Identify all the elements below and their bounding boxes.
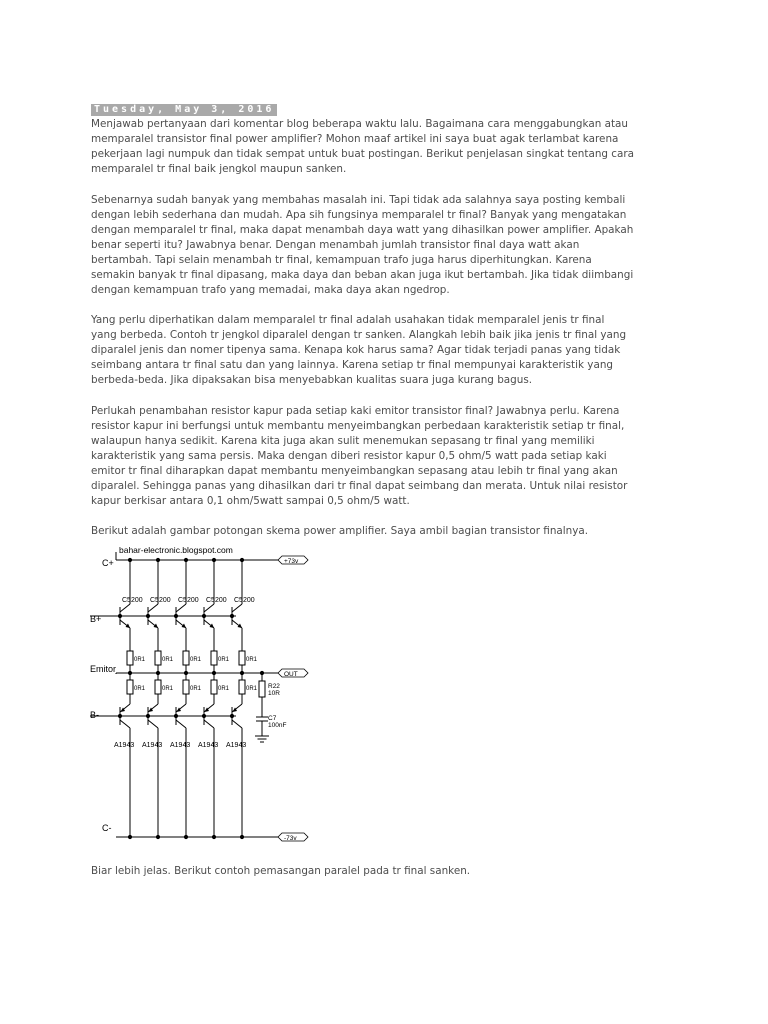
npn-label: C5200 <box>234 597 255 604</box>
pnp-label: A1943 <box>114 742 135 749</box>
resistor-label: 0R1 <box>218 657 230 663</box>
rail-label-b-plus: B+ <box>90 614 102 624</box>
npn-label: C5200 <box>178 597 199 604</box>
emitter-resistor <box>239 680 245 694</box>
emitter-resistor <box>211 651 217 665</box>
resistor-label: 0R1 <box>162 657 174 663</box>
emitter-resistor <box>211 680 217 694</box>
resistor-label: 0R1 <box>134 657 146 663</box>
power-amplifier-schematic <box>86 544 316 844</box>
resistor-label: 0R1 <box>190 686 202 692</box>
neg-supply-tag <box>278 833 308 842</box>
post-paragraph-2: Sebenarnya sudah banyak yang membahas masalah ini. Tapi tidak ada salahnya saya posting kembali dengan lebih sederhana dan mudah. Apa sih fungsinya memparalel tr final? Banyak yang mengatakan dengan memparalel tr final, maka dapat menambah daya watt yang dihasilkan power amplifier. Apakah benar seperti itu? Jawabnya benar. Dengan menambah jumlah transistor final daya watt akan bertambah. Tapi selain menambah tr final, kemampuan trafo juga harus diperhitungkan. Karena semakin banyak tr final dipasang, maka daya dan beban akan juga ikut bertambah. Jika tidak diimbangi dengan kemampuan trafo yang memadai, maka daya akan ngedrop. <box>91 194 634 296</box>
rail-label-b-minus: B- <box>90 710 99 720</box>
svg-text:-73v: -73v <box>284 835 297 842</box>
resistor-label: 0R1 <box>134 686 146 692</box>
post-paragraph-5: Berikut adalah gambar potongan skema power amplifier. Saya ambil bagian transistor finalnya. <box>91 525 589 537</box>
npn-label: C5200 <box>122 597 143 604</box>
zobel-resistor <box>259 681 265 697</box>
resistor-label: 0R1 <box>190 657 202 663</box>
emitter-resistor <box>239 651 245 665</box>
out-tag <box>278 669 308 678</box>
ground-icon <box>255 736 269 742</box>
resistor-label: 0R1 <box>246 657 258 663</box>
post-paragraph-6: Biar lebih jelas. Berikut contoh pemasangan paralel pada tr final sanken. <box>91 865 471 877</box>
rail-label-c-minus: C- <box>102 823 112 833</box>
post-paragraph-3: Yang perlu diperhatikan dalam memparalel tr final adalah usahakan tidak memparalel jenis tr final yang berbeda. Contoh tr jengkol diparalel dengan tr sanken. Alangkah lebih baik jika jenis tr final yang diparalel jenis dan nomer tipenya sama. Kenapa kok harus sama? Agar tidak terjadi panas yang tidak seimbang antara tr final satu dan yang lainnya. Karena setiap tr final mempunyai karakteristik yang berbeda-beda. Jika dipaksakan bisa menyebabkan kualitas suara juga kurang bagus. <box>91 314 627 386</box>
rail-label-c-plus: C+ <box>102 558 114 568</box>
emitter-resistor <box>155 680 161 694</box>
emitter-resistor <box>183 651 189 665</box>
rail-label-emitor: Emitor <box>90 664 117 674</box>
pos-supply-tag <box>278 556 308 565</box>
post-paragraph-1: Menjawab pertanyaan dari komentar blog beberapa waktu lalu. Bagaimana cara menggabungkan atau memparalel transistor final power amplifier? Mohon maaf artikel ini saya buat agak terlambat karena pekerjaan lagi numpuk dan tidak sempat untuk buat postingan. Berikut penjelasan singkat tentang cara memparalel tr final baik jengkol maupun sanken. <box>91 118 635 175</box>
npn-label: C5200 <box>206 597 227 604</box>
emitter-resistor <box>127 680 133 694</box>
svg-text:+73v: +73v <box>284 558 299 565</box>
svg-text:100nF: 100nF <box>268 722 287 729</box>
svg-text:R22: R22 <box>268 683 280 690</box>
resistor-label: 0R1 <box>162 686 174 692</box>
pnp-label: A1943 <box>198 742 219 749</box>
emitter-resistor <box>127 651 133 665</box>
svg-text:OUT: OUT <box>284 671 298 678</box>
resistor-label: 0R1 <box>246 686 258 692</box>
post-paragraph-4: Perlukah penambahan resistor kapur pada setiap kaki emitor transistor final? Jawabnya perlu. Karena resistor kapur ini berfungsi untuk membantu menyeimbangkan perbedaan karakteristik setiap tr final, walaupun hanya sedikit. Karena kita juga akan sulit menemukan sepasang tr final yang memiliki karakteristik yang sama persis. Maka dengan diberi resistor kapur 0,5 ohm/5 watt pada setiap kaki emitor tr final diharapkan dapat membantu menyeimbangkan sepasang atau lebih tr final yang akan diparalel. Sehingga panas yang dihasilkan dari tr final dapat seimbang dan merata. Untuk nilai resistor kapur berkisar antara 0,1 ohm/5watt sampai 0,5 ohm/5 watt. <box>91 405 628 507</box>
svg-text:C7: C7 <box>268 715 277 722</box>
emitter-resistor <box>155 651 161 665</box>
pnp-label: A1943 <box>226 742 247 749</box>
pnp-label: A1943 <box>142 742 163 749</box>
schematic-watermark: bahar-electronic.blogspot.com <box>119 545 233 555</box>
svg-text:10R: 10R <box>268 690 280 697</box>
emitter-resistor <box>183 680 189 694</box>
resistor-label: 0R1 <box>218 686 230 692</box>
zobel-network <box>268 683 286 729</box>
pnp-label: A1943 <box>170 742 191 749</box>
post-date-header: Tuesday, May 3, 2016 <box>91 104 277 116</box>
npn-label: C5200 <box>150 597 171 604</box>
